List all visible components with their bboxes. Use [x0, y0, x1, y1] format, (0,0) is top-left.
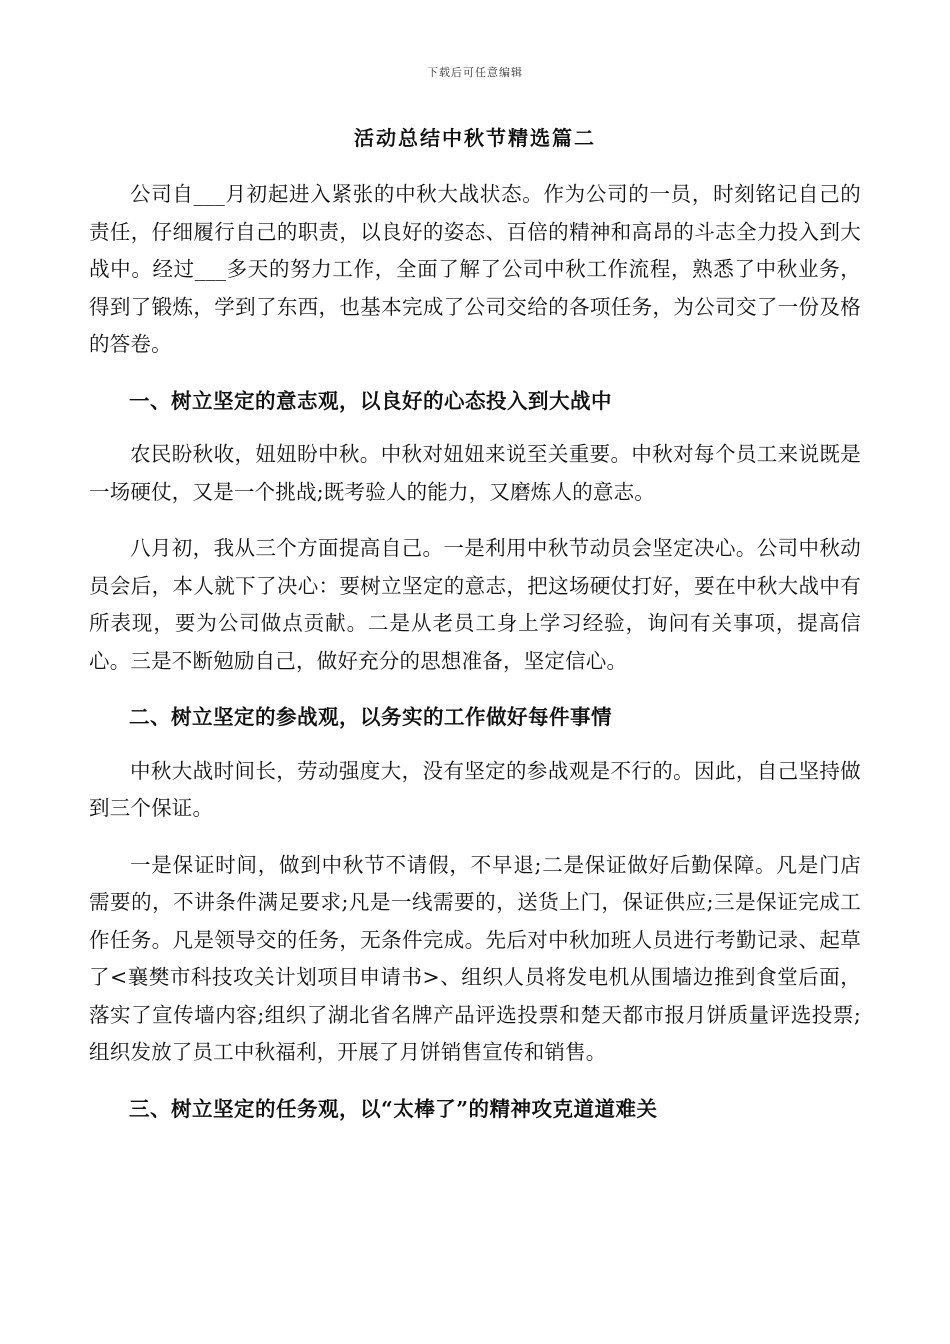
- section-2-paragraph-1: 中秋大战时间长，劳动强度大，没有坚定的参战观是不行的。因此，自己坚持做到三个保证。: [89, 758, 861, 820]
- section-2-heading: 二、树立坚定的参战观，以务实的工作做好每件事情: [128, 705, 612, 729]
- section-3-heading: 三、树立坚定的任务观，以“太棒了”的精神攻克道道难关: [128, 1096, 658, 1121]
- header-note: 下载后可任意编辑: [427, 66, 523, 79]
- document-title: 活动总结中秋节精选篇二: [354, 126, 596, 150]
- section-1-heading: 一、树立坚定的意志观，以良好的心态投入到大战中: [128, 388, 612, 413]
- intro-paragraph: 公司自___月初起进入紧张的中秋大战状态。作为公司的一员，时刻铭记自己的责任，仔细履行自己的职责，以良好的姿态、百倍的精神和高昂的斗志全力投入到大战中。经过___多天的努力工作，全面了解了公司中秋工作流程，熟悉了中秋业务，得到了锻炼，学到了东西，也基本完成了公司交给的各项任务，为公司交了一份及格的答卷。: [89, 182, 861, 356]
- section-2-paragraph-2: 一是保证时间，做到中秋节不请假，不早退;二是保证做好后勤保障。凡是门店需要的，不讲条件满足要求;凡是一线需要的，送货上门，保证供应;三是保证完成工作任务。凡是领导交的任务，无条件完成。先后对中秋加班人员进行考勤记录、起草了<襄樊市科技攻关计划项目申请书>、组织人员将发电机从围墙边推到食堂后面，落实了宣传墙内容;组织了湖北省名牌产品评选投票和楚天都市报月饼质量评选投票;组织发放了员工中秋福利，开展了月饼销售宣传和销售。: [89, 852, 861, 1064]
- section-1-paragraph-2: 八月初，我从三个方面提高自己。一是利用中秋节动员会坚定决心。公司中秋动员会后，本人就下了决心：要树立坚定的意志，把这场硬仗打好，要在中秋大战中有所表现，要为公司做点贡献。二是从老员工身上学习经验，询问有关事项，提高信心。三是不断勉励自己，做好充分的思想准备，坚定信心。: [89, 536, 861, 673]
- section-1-paragraph-1: 农民盼秋收，妞妞盼中秋。中秋对妞妞来说至关重要。中秋对每个员工来说既是一场硬仗，又是一个挑战;既考验人的能力，又磨炼人的意志。: [89, 442, 861, 504]
- document-body: [89, 176, 861, 1144]
